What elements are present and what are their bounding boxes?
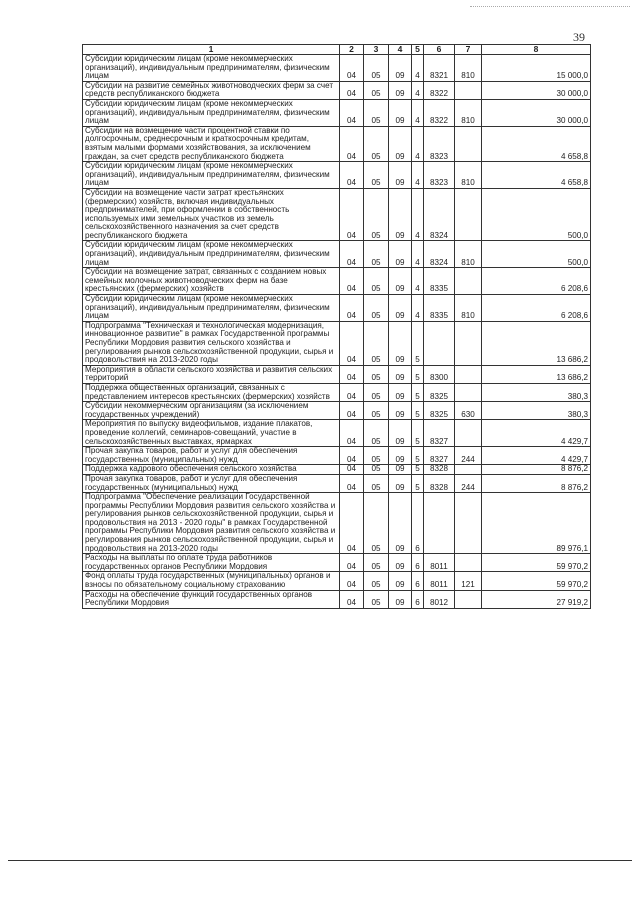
code-cell: 05 — [364, 81, 389, 99]
code-cell: 8321 — [424, 55, 455, 82]
code-cell: 8011 — [424, 554, 455, 572]
code-cell: 09 — [389, 295, 412, 322]
code-cell: 8325 — [424, 383, 455, 401]
page-number: 39 — [573, 30, 585, 44]
table-row — [83, 188, 591, 241]
code-cell: 8324 — [424, 188, 455, 241]
code-cell: 04 — [340, 162, 364, 189]
code-cell — [455, 365, 482, 383]
code-cell: 09 — [389, 126, 412, 161]
code-cell: 4 — [412, 126, 424, 161]
column-header: 3 — [364, 45, 389, 55]
row-name-cell: Субсидии на развитие семейных животноводческих ферм за счет средств республиканского бюджета — [83, 81, 340, 99]
code-cell: 8335 — [424, 268, 455, 295]
code-cell: 05 — [364, 188, 389, 241]
amount-cell: 8 876,2 — [482, 465, 591, 475]
code-cell: 5 — [412, 383, 424, 401]
code-cell: 8322 — [424, 99, 455, 126]
amount-cell: 89 976,1 — [482, 493, 591, 554]
table-row — [83, 572, 591, 590]
table-header-row — [83, 45, 591, 55]
code-cell: 04 — [340, 493, 364, 554]
column-header: 4 — [389, 45, 412, 55]
row-name-cell: Подпрограмма "Обеспечение реализации Государственной программы Республики Мордовия развития сельского хозяйства и регулирования рынков сельскохозяйственной продукции, сырья и продовольствия на 2013 - 2020 годы" в рамках Государственной программы Республики Мордовия развития сельского хозяйства и регулирования рынков сельскохозяйственной продукции, сырья и продовольствия на 2013-2020 годы — [83, 493, 340, 554]
scan-edge-mark — [470, 6, 630, 8]
code-cell: 05 — [364, 572, 389, 590]
amount-cell: 6 208,6 — [482, 268, 591, 295]
code-cell: 09 — [389, 241, 412, 268]
amount-cell: 6 208,6 — [482, 295, 591, 322]
column-header: 2 — [340, 45, 364, 55]
code-cell: 04 — [340, 554, 364, 572]
code-cell: 121 — [455, 572, 482, 590]
row-name-cell: Субсидии юридическим лицам (кроме некоммерческих организаций), индивидуальным предпринимателям, физическим лицам — [83, 99, 340, 126]
amount-cell: 30 000,0 — [482, 81, 591, 99]
budget-table — [82, 44, 591, 609]
row-name-cell: Прочая закупка товаров, работ и услуг для обеспечения государственных (муниципальных) нужд — [83, 474, 340, 492]
code-cell: 8322 — [424, 81, 455, 99]
column-header: 7 — [455, 45, 482, 55]
code-cell: 05 — [364, 99, 389, 126]
table-row — [83, 55, 591, 82]
code-cell — [455, 188, 482, 241]
table-row — [83, 493, 591, 554]
code-cell: 5 — [412, 321, 424, 365]
code-cell: 05 — [364, 402, 389, 420]
code-cell: 09 — [389, 402, 412, 420]
code-cell: 09 — [389, 420, 412, 447]
code-cell: 09 — [389, 447, 412, 465]
table-row — [83, 295, 591, 322]
code-cell: 4 — [412, 99, 424, 126]
code-cell: 810 — [455, 295, 482, 322]
code-cell — [455, 126, 482, 161]
row-name-cell: Мероприятия в области сельского хозяйства и развития сельских территорий — [83, 365, 340, 383]
amount-cell: 500,0 — [482, 188, 591, 241]
table-row — [83, 447, 591, 465]
code-cell: 05 — [364, 162, 389, 189]
code-cell: 04 — [340, 465, 364, 475]
code-cell: 09 — [389, 55, 412, 82]
code-cell: 5 — [412, 402, 424, 420]
table-row — [83, 590, 591, 608]
table-row — [83, 162, 591, 189]
code-cell: 4 — [412, 295, 424, 322]
code-cell: 04 — [340, 383, 364, 401]
table-body — [83, 55, 591, 609]
code-cell: 4 — [412, 81, 424, 99]
code-cell: 09 — [389, 383, 412, 401]
row-name-cell: Расходы на обеспечение функций государственных органов Республики Мордовия — [83, 590, 340, 608]
code-cell: 09 — [389, 554, 412, 572]
code-cell: 05 — [364, 493, 389, 554]
row-name-cell: Поддержка общественных организаций, связанных с представлением интересов крестьянских (фермерских) хозяйств — [83, 383, 340, 401]
table-row — [83, 268, 591, 295]
code-cell: 09 — [389, 474, 412, 492]
row-name-cell: Подпрограмма "Техническая и технологическая модернизация, инновационное развитие" в рамках Государственной программы Республики Мордовия развития сельского хозяйства и регулирования рынков сельскохозяйственной продукции, сырья и продовольствия на 2013-2020 годы — [83, 321, 340, 365]
table-row — [83, 365, 591, 383]
row-name-cell: Фонд оплаты труда государственных (муниципальных) органов и взносы по обязательному социальному страхованию — [83, 572, 340, 590]
amount-cell: 13 686,2 — [482, 365, 591, 383]
code-cell: 5 — [412, 474, 424, 492]
code-cell: 8327 — [424, 420, 455, 447]
code-cell: 09 — [389, 99, 412, 126]
code-cell — [424, 321, 455, 365]
code-cell: 8011 — [424, 572, 455, 590]
column-header: 8 — [482, 45, 591, 55]
code-cell: 4 — [412, 162, 424, 189]
code-cell: 4 — [412, 55, 424, 82]
code-cell: 8327 — [424, 447, 455, 465]
code-cell: 04 — [340, 474, 364, 492]
code-cell: 4 — [412, 188, 424, 241]
column-header: 5 — [412, 45, 424, 55]
code-cell: 244 — [455, 447, 482, 465]
code-cell: 09 — [389, 493, 412, 554]
code-cell: 5 — [412, 420, 424, 447]
row-name-cell: Субсидии юридическим лицам (кроме некоммерческих организаций), индивидуальным предпринимателям, физическим лицам — [83, 55, 340, 82]
code-cell: 810 — [455, 55, 482, 82]
code-cell: 04 — [340, 402, 364, 420]
code-cell: 8300 — [424, 365, 455, 383]
code-cell: 6 — [412, 554, 424, 572]
table-row — [83, 383, 591, 401]
amount-cell: 4 429,7 — [482, 447, 591, 465]
row-name-cell: Мероприятия по выпуску видеофильмов, издание плакатов, проведение коллегий, семинаров-совещаний, участие в сельскохозяйственных выставках, ярмарках — [83, 420, 340, 447]
code-cell: 8324 — [424, 241, 455, 268]
code-cell: 04 — [340, 321, 364, 365]
table-row — [83, 81, 591, 99]
page-bottom-rule — [8, 860, 632, 861]
code-cell: 810 — [455, 241, 482, 268]
table-row — [83, 474, 591, 492]
code-cell: 04 — [340, 420, 364, 447]
code-cell: 05 — [364, 420, 389, 447]
code-cell: 05 — [364, 465, 389, 475]
code-cell: 5 — [412, 465, 424, 475]
code-cell: 05 — [364, 474, 389, 492]
code-cell: 8335 — [424, 295, 455, 322]
code-cell — [455, 268, 482, 295]
code-cell: 6 — [412, 572, 424, 590]
code-cell: 04 — [340, 99, 364, 126]
code-cell: 09 — [389, 81, 412, 99]
code-cell: 04 — [340, 241, 364, 268]
amount-cell: 500,0 — [482, 241, 591, 268]
code-cell: 09 — [389, 321, 412, 365]
table-row — [83, 554, 591, 572]
code-cell: 04 — [340, 572, 364, 590]
row-name-cell: Субсидии на возмещение части затрат крестьянских (фермерских) хозяйств, включая индивидуальных предпринимателей, при оформлении в собственность используемых ими земельных участков из земель сельскохозяйственного назначения за счет средств республиканского бюджета — [83, 188, 340, 241]
code-cell: 8328 — [424, 474, 455, 492]
code-cell: 04 — [340, 126, 364, 161]
code-cell: 8012 — [424, 590, 455, 608]
table-row — [83, 402, 591, 420]
amount-cell: 59 970,2 — [482, 572, 591, 590]
code-cell: 05 — [364, 55, 389, 82]
code-cell: 8323 — [424, 162, 455, 189]
column-header: 6 — [424, 45, 455, 55]
row-name-cell: Расходы на выплаты по оплате труда работников государственных органов Республики Мордовия — [83, 554, 340, 572]
code-cell: 8325 — [424, 402, 455, 420]
row-name-cell: Субсидии на возмещение затрат, связанных с созданием новых семейных молочных животноводческих ферм на базе крестьянских (фермерских) хозяйств — [83, 268, 340, 295]
row-name-cell: Субсидии юридическим лицам (кроме некоммерческих организаций), индивидуальным предпринимателям, физическим лицам — [83, 162, 340, 189]
code-cell: 05 — [364, 554, 389, 572]
code-cell — [455, 465, 482, 475]
code-cell: 05 — [364, 268, 389, 295]
code-cell — [455, 590, 482, 608]
code-cell: 810 — [455, 99, 482, 126]
code-cell: 5 — [412, 447, 424, 465]
table-row — [83, 321, 591, 365]
code-cell: 04 — [340, 55, 364, 82]
code-cell: 09 — [389, 590, 412, 608]
amount-cell: 4 429,7 — [482, 420, 591, 447]
code-cell — [455, 383, 482, 401]
code-cell: 04 — [340, 447, 364, 465]
code-cell: 5 — [412, 365, 424, 383]
row-name-cell: Субсидии юридическим лицам (кроме некоммерческих организаций), индивидуальным предпринимателям, физическим лицам — [83, 241, 340, 268]
table-row — [83, 241, 591, 268]
code-cell: 05 — [364, 126, 389, 161]
code-cell: 04 — [340, 188, 364, 241]
amount-cell: 27 919,2 — [482, 590, 591, 608]
row-name-cell: Субсидии некоммерческим организациям (за исключением государственных учреждений) — [83, 402, 340, 420]
table-row — [83, 465, 591, 475]
amount-cell: 4 658,8 — [482, 162, 591, 189]
code-cell: 6 — [412, 493, 424, 554]
row-name-cell: Прочая закупка товаров, работ и услуг для обеспечения государственных (муниципальных) нужд — [83, 447, 340, 465]
code-cell: 05 — [364, 447, 389, 465]
code-cell: 05 — [364, 383, 389, 401]
code-cell: 04 — [340, 268, 364, 295]
amount-cell: 380,3 — [482, 402, 591, 420]
code-cell: 09 — [389, 365, 412, 383]
code-cell: 05 — [364, 365, 389, 383]
code-cell: 630 — [455, 402, 482, 420]
amount-cell: 8 876,2 — [482, 474, 591, 492]
code-cell: 04 — [340, 590, 364, 608]
row-name-cell: Поддержка кадрового обеспечения сельского хозяйства — [83, 465, 340, 475]
row-name-cell: Субсидии юридическим лицам (кроме некоммерческих организаций), индивидуальным предпринимателям, физическим лицам — [83, 295, 340, 322]
code-cell: 05 — [364, 321, 389, 365]
code-cell: 05 — [364, 241, 389, 268]
amount-cell: 59 970,2 — [482, 554, 591, 572]
code-cell — [455, 81, 482, 99]
code-cell: 09 — [389, 188, 412, 241]
code-cell — [455, 554, 482, 572]
amount-cell: 380,3 — [482, 383, 591, 401]
code-cell: 09 — [389, 572, 412, 590]
code-cell: 05 — [364, 590, 389, 608]
code-cell — [455, 420, 482, 447]
amount-cell: 30 000,0 — [482, 99, 591, 126]
code-cell: 8328 — [424, 465, 455, 475]
code-cell: 244 — [455, 474, 482, 492]
amount-cell: 15 000,0 — [482, 55, 591, 82]
code-cell: 09 — [389, 268, 412, 295]
column-header: 1 — [83, 45, 340, 55]
table-row — [83, 126, 591, 161]
code-cell: 04 — [340, 365, 364, 383]
code-cell: 8323 — [424, 126, 455, 161]
table-row — [83, 420, 591, 447]
row-name-cell: Субсидии на возмещение части процентной ставки по долгосрочным, среднесрочным и краткосрочным кредитам, взятым малыми формами хозяйствования, за исключением граждан, за счет средств республиканского бюджета — [83, 126, 340, 161]
code-cell: 6 — [412, 590, 424, 608]
code-cell — [455, 493, 482, 554]
code-cell — [455, 321, 482, 365]
code-cell: 04 — [340, 295, 364, 322]
code-cell: 810 — [455, 162, 482, 189]
code-cell: 05 — [364, 295, 389, 322]
code-cell: 09 — [389, 465, 412, 475]
code-cell: 4 — [412, 241, 424, 268]
table-row — [83, 99, 591, 126]
code-cell: 4 — [412, 268, 424, 295]
amount-cell: 4 658,8 — [482, 126, 591, 161]
code-cell: 04 — [340, 81, 364, 99]
code-cell: 09 — [389, 162, 412, 189]
amount-cell: 13 686,2 — [482, 321, 591, 365]
code-cell — [424, 493, 455, 554]
